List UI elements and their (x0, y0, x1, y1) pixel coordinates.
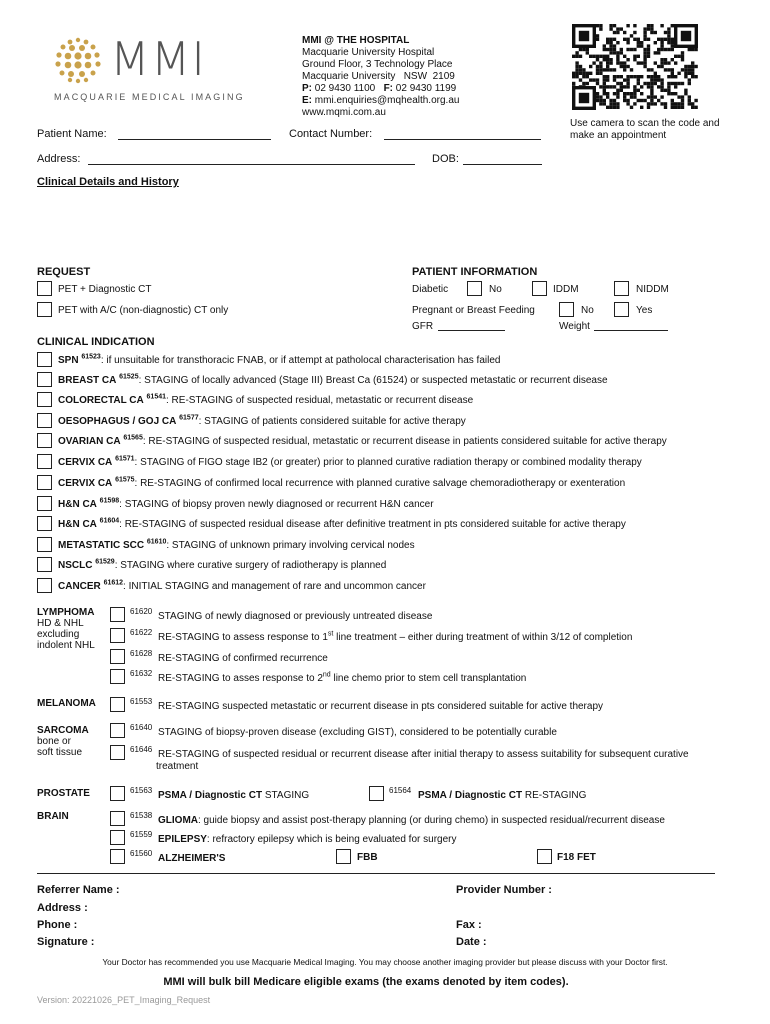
dob-label: DOB: (432, 153, 459, 165)
indication-checkbox[interactable] (37, 475, 52, 490)
request-heading: REQUEST (37, 266, 91, 278)
address-line-2: Ground Floor, 3 Technology Place (302, 59, 453, 70)
gfr-label: GFR (412, 321, 434, 332)
doctor-recommendation-note: Your Doctor has recommended you use Macquarie Medical Imaging. You may choose another imaging provider but please discuss with your Doctor first. (102, 957, 668, 967)
email-link[interactable]: mmi.enquiries@mqhealth.org.au (314, 95, 460, 106)
bulk-bill-note: MMI will bulk bill Medicare eligible exams (the exams denoted by item codes). (163, 976, 569, 988)
clinical-indication-heading: CLINICAL INDICATION (37, 336, 155, 348)
pregnant-label: Pregnant or Breast Feeding (412, 305, 535, 316)
weight-field[interactable] (594, 320, 668, 331)
prostate-61563-checkbox[interactable] (110, 786, 125, 801)
pregnant-yes-checkbox[interactable] (614, 302, 629, 317)
indication-checkbox[interactable] (37, 496, 52, 511)
lymphoma-group-label: LYMPHOMA HD & NHL excluding indolent NHL (37, 607, 95, 651)
referrer-phone-label: Phone : (37, 919, 78, 931)
address-line-3: Macquarie University NSW 2109 (302, 71, 455, 82)
contact-number-label: Contact Number: (289, 128, 373, 140)
fbb-checkbox[interactable] (336, 849, 351, 864)
brain-title: BRAIN (37, 811, 69, 822)
qr-caption: Use camera to scan the code and make an appointment (570, 118, 720, 141)
mmi-logo (52, 32, 245, 104)
address-field[interactable] (88, 153, 415, 165)
gfr-field[interactable] (438, 320, 505, 331)
patient-name-field[interactable] (118, 128, 271, 140)
globe-logo-icon (52, 34, 104, 86)
hospital-title: MMI @ THE HOSPITAL (302, 35, 410, 46)
referrer-address-label: Address : (37, 902, 88, 914)
brain-61538-checkbox[interactable] (110, 811, 125, 826)
brain-61559-checkbox[interactable] (110, 830, 125, 845)
sarcoma-61640-checkbox[interactable] (110, 723, 125, 738)
pet-diagnostic-ct-checkbox[interactable] (37, 281, 52, 296)
iddm-checkbox[interactable] (532, 281, 547, 296)
qr-code[interactable] (572, 24, 698, 110)
sarcoma-group-label: SARCOMA bone or soft tissue (37, 725, 89, 758)
indication-checkbox[interactable] (37, 454, 52, 469)
address-label: Address: (37, 153, 81, 165)
prostate-title: PROSTATE (37, 788, 90, 799)
referrer-name-label: Referrer Name : (37, 884, 120, 896)
melanoma-61553-checkbox[interactable] (110, 697, 125, 712)
indication-checkbox[interactable] (37, 537, 52, 552)
niddm-label: NIDDM (636, 284, 669, 295)
melanoma-title: MELANOMA (37, 698, 96, 709)
brain-61560-checkbox[interactable] (110, 849, 125, 864)
clinical-details-area[interactable] (37, 192, 727, 262)
f18-fet-checkbox[interactable] (537, 849, 552, 864)
indication-checkbox[interactable] (37, 413, 52, 428)
address-block (302, 35, 459, 119)
website-link[interactable]: www.mqmi.com.au (302, 107, 386, 118)
diabetic-label: Diabetic (412, 284, 449, 295)
logo-word: MMI (110, 32, 206, 86)
provider-number-label: Provider Number : (456, 884, 552, 896)
logo-subtitle: MACQUARIE MEDICAL IMAGING (54, 92, 245, 102)
address-line-1: Macquarie University Hospital (302, 47, 435, 58)
pet-ac-ct-label: PET with A/C (non-diagnostic) CT only (58, 305, 229, 316)
pet-diagnostic-ct-label: PET + Diagnostic CT (58, 284, 152, 295)
clinical-details-heading: Clinical Details and History (37, 176, 179, 188)
diabetic-no-label: No (489, 284, 502, 295)
lymphoma-61632-checkbox[interactable] (110, 669, 125, 684)
lymphoma-61622-checkbox[interactable] (110, 628, 125, 643)
referrer-fax-label: Fax : (456, 919, 482, 931)
fax-number: 02 9430 1199 (395, 83, 457, 94)
indication-checkbox[interactable] (37, 352, 52, 367)
pregnant-no-checkbox[interactable] (559, 302, 574, 317)
phone-number: 02 9430 1100 (314, 83, 376, 94)
phone-fax-line: P: 02 9430 1100 F: 02 9430 1199 (302, 83, 457, 94)
indication-checkbox[interactable] (37, 372, 52, 387)
sarcoma-61646-checkbox[interactable] (110, 745, 125, 760)
indication-checkbox[interactable] (37, 392, 52, 407)
patient-info-heading: PATIENT INFORMATION (412, 266, 538, 278)
referrer-date-label: Date : (456, 936, 487, 948)
version-text: Version: 20221026_PET_Imaging_Request (37, 995, 211, 1005)
pet-ac-ct-checkbox[interactable] (37, 302, 52, 317)
indication-checkbox[interactable] (37, 578, 52, 593)
prostate-61564-checkbox[interactable] (369, 786, 384, 801)
niddm-checkbox[interactable] (614, 281, 629, 296)
weight-label: Weight (559, 321, 590, 332)
dob-field[interactable] (463, 153, 542, 165)
indication-checkbox[interactable] (37, 433, 52, 448)
diabetic-no-checkbox[interactable] (467, 281, 482, 296)
iddm-label: IDDM (553, 284, 579, 295)
email-line: E: mmi.enquiries@mqhealth.org.au (302, 95, 460, 106)
lymphoma-61620-checkbox[interactable] (110, 607, 125, 622)
indication-checkbox[interactable] (37, 557, 52, 572)
lymphoma-title: LYMPHOMA (37, 607, 95, 618)
pregnant-yes-label: Yes (636, 305, 653, 316)
fbb-label: FBB (357, 852, 378, 863)
referrer-signature-label: Signature : (37, 936, 95, 948)
f18-fet-label: F18 FET (557, 852, 596, 863)
referrer-divider (37, 873, 715, 874)
indication-checkbox[interactable] (37, 516, 52, 531)
pregnant-no-label: No (581, 305, 594, 316)
contact-number-field[interactable] (384, 128, 541, 140)
lymphoma-61628-checkbox[interactable] (110, 649, 125, 664)
patient-name-label: Patient Name: (37, 128, 107, 140)
